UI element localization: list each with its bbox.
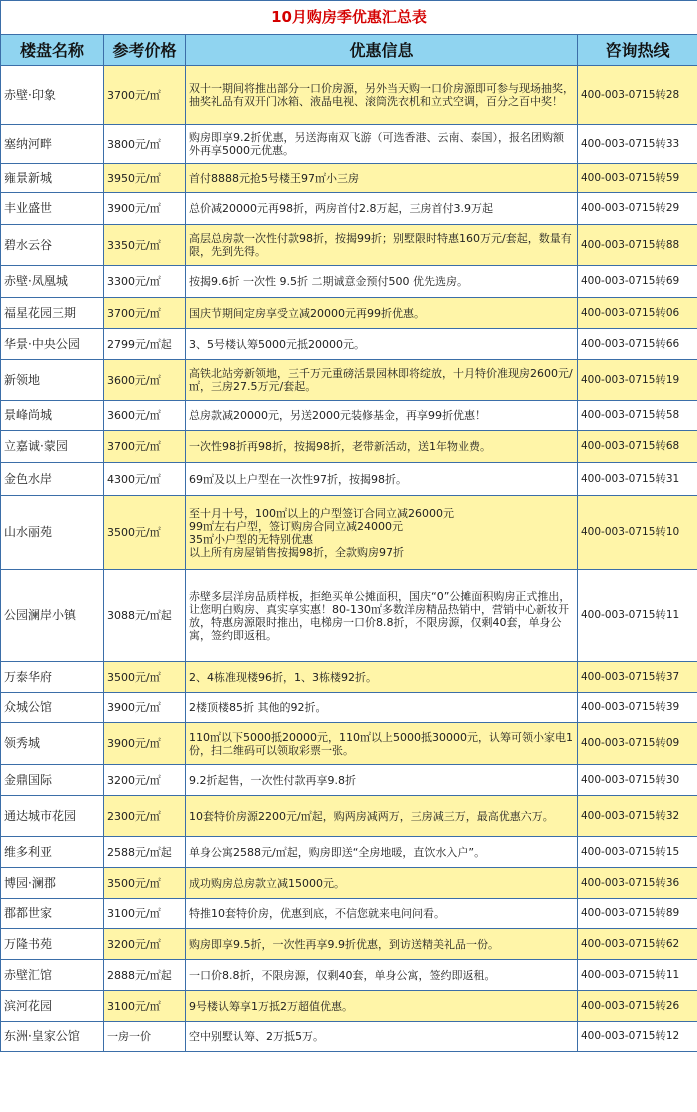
table-row: [1, 765, 697, 796]
name-cell: 碧水云谷: [1, 225, 104, 266]
table-row: [1, 1022, 697, 1052]
phone-cell: 400-003-0715转68: [578, 431, 697, 463]
info-cell: 单身公寓2588元/㎡起，购房即送“全房地暖，直饮水入户”。: [186, 837, 578, 868]
info-cell: 国庆节期间定房享受立减20000元再99折优惠。: [186, 298, 578, 329]
name-cell: 东洲·皇家公馆: [1, 1022, 104, 1052]
name-cell: 赤壁汇馆: [1, 960, 104, 991]
price-cell: 3950元/㎡: [104, 164, 186, 193]
phone-cell: 400-003-0715转88: [578, 225, 697, 266]
table-row: [1, 401, 697, 431]
header-name: 楼盘名称: [1, 35, 104, 66]
name-cell: 万隆书苑: [1, 929, 104, 960]
price-cell: 3600元/㎡: [104, 360, 186, 401]
phone-cell: 400-003-0715转62: [578, 929, 697, 960]
name-cell: 山水丽苑: [1, 496, 104, 570]
table-row: [1, 266, 697, 298]
info-cell: 一次性98折再98折，按揭98折，老带新活动，送1年物业费。: [186, 431, 578, 463]
phone-cell: 400-003-0715转31: [578, 463, 697, 496]
phone-cell: 400-003-0715转33: [578, 125, 697, 164]
header-price: 参考价格: [104, 35, 186, 66]
price-cell: 3900元/㎡: [104, 193, 186, 225]
table-row: [1, 298, 697, 329]
info-cell: 空中别墅认筹、2万抵5万。: [186, 1022, 578, 1052]
name-cell: 金色水岸: [1, 463, 104, 496]
table-row: [1, 662, 697, 693]
name-cell: 塞纳河畔: [1, 125, 104, 164]
info-cell: 成功购房总房款立减15000元。: [186, 868, 578, 899]
table-row: [1, 125, 697, 164]
phone-cell: 400-003-0715转19: [578, 360, 697, 401]
price-cell: 3100元/㎡: [104, 899, 186, 929]
phone-cell: 400-003-0715转30: [578, 765, 697, 796]
phone-cell: 400-003-0715转36: [578, 868, 697, 899]
price-cell: 3900元/㎡: [104, 723, 186, 765]
name-cell: 滨河花园: [1, 991, 104, 1022]
table-row: [1, 193, 697, 225]
name-cell: 领秀城: [1, 723, 104, 765]
table-row: [1, 164, 697, 193]
phone-cell: 400-003-0715转89: [578, 899, 697, 929]
price-cell: 一房一价: [104, 1022, 186, 1052]
info-cell: 至十月十号，100㎡以上的户型签订合同立减26000元 99㎡左右户型，签订购房合同立减24000元 35㎡小户型的无特别优惠 以上所有房屋销售按揭98折，全款购房97折: [186, 496, 578, 570]
table-row: [1, 899, 697, 929]
info-cell: 一口价8.8折，不限房源，仅剩40套，单身公寓，签约即返租。: [186, 960, 578, 991]
price-cell: 3350元/㎡: [104, 225, 186, 266]
table-row: [1, 796, 697, 837]
price-cell: 3100元/㎡: [104, 991, 186, 1022]
info-cell: 双十一期间将推出部分一口价房源，另外当天购一口价房源即可参与现场抽奖，抽奖礼品有双开门冰箱、液晶电视、滚筒洗衣机和立式空调，百分之百中奖！: [186, 66, 578, 125]
price-cell: 4300元/㎡: [104, 463, 186, 496]
name-cell: 雍景新城: [1, 164, 104, 193]
header-phone: 咨询热线: [578, 35, 697, 66]
name-cell: 通达城市花园: [1, 796, 104, 837]
table-title: 10月购房季优惠汇总表: [271, 8, 427, 26]
info-cell: 9.2折起售，一次性付款再享9.8折: [186, 765, 578, 796]
table-row: [1, 431, 697, 463]
info-cell: 2楼顶楼85折 其他的92折。: [186, 693, 578, 723]
table-row: [1, 868, 697, 899]
price-cell: 3800元/㎡: [104, 125, 186, 164]
price-cell: 3500元/㎡: [104, 868, 186, 899]
info-cell: 总价减20000元再98折，两房首付2.8万起，三房首付3.9万起: [186, 193, 578, 225]
phone-cell: 400-003-0715转06: [578, 298, 697, 329]
name-cell: 景峰尚城: [1, 401, 104, 431]
price-cell: 3088元/㎡起: [104, 570, 186, 662]
price-cell: 3700元/㎡: [104, 298, 186, 329]
price-cell: 3900元/㎡: [104, 693, 186, 723]
table-row: [1, 496, 697, 570]
name-cell: 金鼎国际: [1, 765, 104, 796]
info-cell: 首付8888元抢5号楼王97㎡小三房: [186, 164, 578, 193]
info-cell: 特推10套特价房，优惠到底，不信您就来电问问看。: [186, 899, 578, 929]
table-row: [1, 463, 697, 496]
phone-cell: 400-003-0715转15: [578, 837, 697, 868]
price-cell: 3700元/㎡: [104, 66, 186, 125]
phone-cell: 400-003-0715转12: [578, 1022, 697, 1052]
table-row: [1, 329, 697, 360]
info-cell: 高层总房款一次性付款98折，按揭99折；别墅限时特惠160万元/套起，数量有限，先到先得。: [186, 225, 578, 266]
phone-cell: 400-003-0715转69: [578, 266, 697, 298]
price-cell: 3600元/㎡: [104, 401, 186, 431]
price-cell: 3500元/㎡: [104, 496, 186, 570]
info-cell: 69㎡及以上户型在一次性97折，按揭98折。: [186, 463, 578, 496]
table-row: [1, 693, 697, 723]
phone-cell: 400-003-0715转37: [578, 662, 697, 693]
header-row: [1, 35, 697, 66]
price-cell: 2300元/㎡: [104, 796, 186, 837]
table-row: [1, 360, 697, 401]
info-cell: 总房款减20000元，另送2000元装修基金，再享99折优惠！: [186, 401, 578, 431]
info-cell: 高铁北站旁新领地，三千万元重磅活景园林即将绽放，十月特价准现房2600元/㎡，三房27.5万元/套起。: [186, 360, 578, 401]
name-cell: 博园·澜郡: [1, 868, 104, 899]
name-cell: 郡都世家: [1, 899, 104, 929]
name-cell: 万泰华府: [1, 662, 104, 693]
table-title-cell: [1, 1, 697, 35]
price-cell: 3200元/㎡: [104, 929, 186, 960]
name-cell: 众城公馆: [1, 693, 104, 723]
table-body: [1, 66, 697, 1052]
table-row: [1, 570, 697, 662]
info-cell: 9号楼认筹享1万抵2万超值优惠。: [186, 991, 578, 1022]
price-cell: 2888元/㎡起: [104, 960, 186, 991]
table-row: [1, 991, 697, 1022]
info-cell: 赤壁多层洋房品质样板，拒绝买单公摊面积，国庆“0”公摊面积购房正式推出，让您明白购房、真实享实惠！80-130㎡多数洋房精品热销中，营销中心新妆开放，特惠房源限时推出，电梯房一口价8.8折，不限房源，仅剩40套，单身公寓，签约即返租。: [186, 570, 578, 662]
header-info: 优惠信息: [186, 35, 578, 66]
table-row: [1, 960, 697, 991]
phone-cell: 400-003-0715转11: [578, 960, 697, 991]
name-cell: 福星花园三期: [1, 298, 104, 329]
info-cell: 购房即享9.2折优惠，另送海南双飞游（可选香港、云南、泰国），报名团购额外再享5000元优惠。: [186, 125, 578, 164]
price-cell: 3500元/㎡: [104, 662, 186, 693]
name-cell: 立嘉诚·蒙园: [1, 431, 104, 463]
info-cell: 10套特价房源2200元/㎡起，购两房减两万，三房减三万，最高优惠六万。: [186, 796, 578, 837]
name-cell: 公园澜岸小镇: [1, 570, 104, 662]
phone-cell: 400-003-0715转66: [578, 329, 697, 360]
info-cell: 按揭9.6折 一次性 9.5折 二期诚意金预付500 优先选房。: [186, 266, 578, 298]
table-row: [1, 225, 697, 266]
price-cell: 3300元/㎡: [104, 266, 186, 298]
phone-cell: 400-003-0715转59: [578, 164, 697, 193]
name-cell: 赤壁·印象: [1, 66, 104, 125]
name-cell: 华景·中央公园: [1, 329, 104, 360]
name-cell: 新领地: [1, 360, 104, 401]
info-cell: 购房即享9.5折，一次性再享9.9折优惠，到访送精美礼品一份。: [186, 929, 578, 960]
phone-cell: 400-003-0715转28: [578, 66, 697, 125]
info-cell: 110㎡以下5000抵20000元，110㎡以上5000抵30000元，认筹可领小家电1份，扫二维码可以领取彩票一张。: [186, 723, 578, 765]
info-cell: 3、5号楼认筹5000元抵20000元。: [186, 329, 578, 360]
table-row: [1, 837, 697, 868]
price-cell: 2588元/㎡起: [104, 837, 186, 868]
phone-cell: 400-003-0715转26: [578, 991, 697, 1022]
phone-cell: 400-003-0715转32: [578, 796, 697, 837]
table-row: [1, 929, 697, 960]
phone-cell: 400-003-0715转11: [578, 570, 697, 662]
price-cell: 2799元/㎡起: [104, 329, 186, 360]
table-row: [1, 723, 697, 765]
title-row: [1, 1, 697, 35]
phone-cell: 400-003-0715转09: [578, 723, 697, 765]
info-cell: 2、4栋准现楼96折，1、3栋楼92折。: [186, 662, 578, 693]
phone-cell: 400-003-0715转39: [578, 693, 697, 723]
table-row: [1, 66, 697, 125]
phone-cell: 400-003-0715转29: [578, 193, 697, 225]
price-cell: 3200元/㎡: [104, 765, 186, 796]
name-cell: 维多利亚: [1, 837, 104, 868]
price-cell: 3700元/㎡: [104, 431, 186, 463]
name-cell: 赤壁·凤凰城: [1, 266, 104, 298]
phone-cell: 400-003-0715转58: [578, 401, 697, 431]
name-cell: 丰业盛世: [1, 193, 104, 225]
phone-cell: 400-003-0715转10: [578, 496, 697, 570]
